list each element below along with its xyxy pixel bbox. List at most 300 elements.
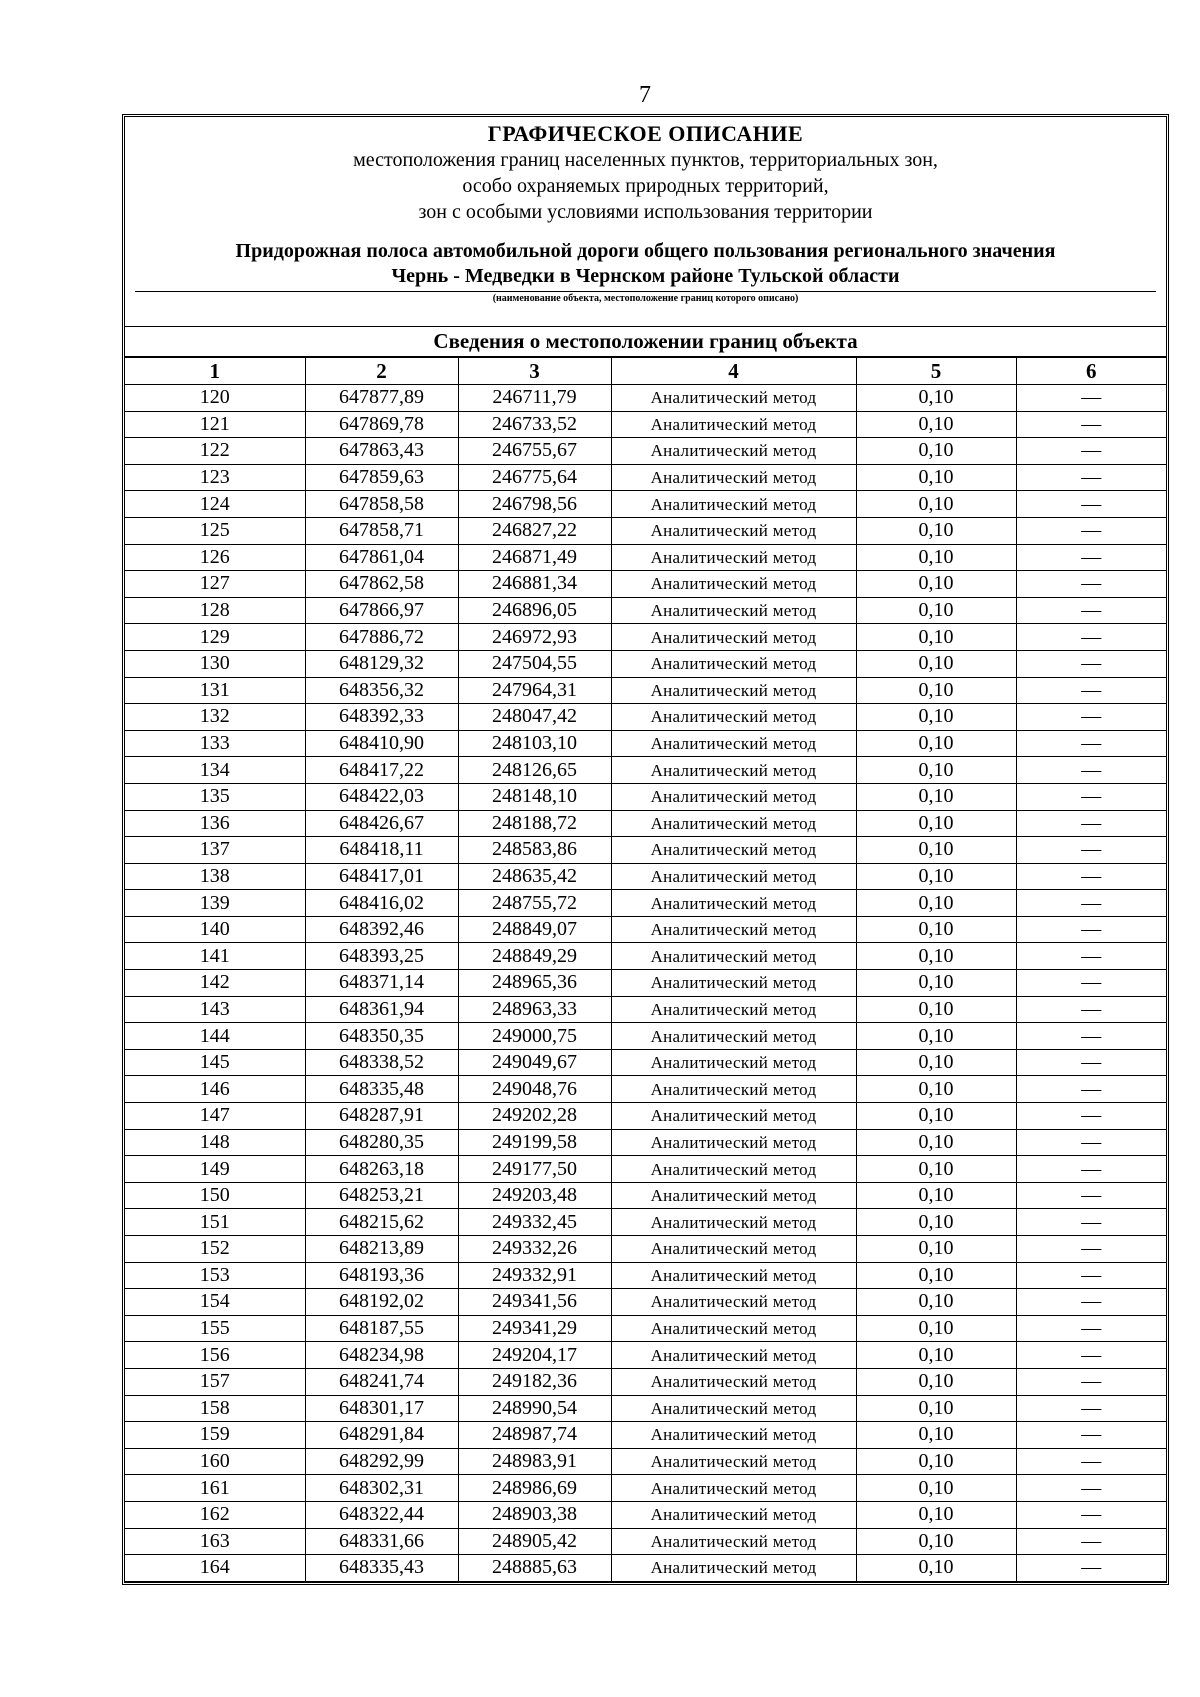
header-block	[125, 117, 1166, 326]
description-cell: —	[1016, 1528, 1166, 1555]
coordinate-y-cell: 248963,33	[458, 996, 611, 1023]
accuracy-cell: 0,10	[856, 704, 1016, 731]
point-number-cell: 136	[125, 810, 305, 837]
column-header-6: 6	[1016, 357, 1166, 385]
method-cell: Аналитический метод	[611, 837, 856, 864]
accuracy-cell: 0,10	[856, 730, 1016, 757]
coordinate-x-cell: 648280,35	[305, 1129, 458, 1156]
table-row	[125, 890, 1166, 917]
coordinate-x-cell: 648287,91	[305, 1103, 458, 1130]
method-cell: Аналитический метод	[611, 1182, 856, 1209]
point-number-cell: 125	[125, 517, 305, 544]
method-cell: Аналитический метод	[611, 544, 856, 571]
table-row	[125, 1076, 1166, 1103]
coordinate-y-cell: 247504,55	[458, 650, 611, 677]
description-cell: —	[1016, 1182, 1166, 1209]
description-cell: —	[1016, 597, 1166, 624]
method-cell: Аналитический метод	[611, 996, 856, 1023]
coordinate-x-cell: 648215,62	[305, 1209, 458, 1236]
accuracy-cell: 0,10	[856, 996, 1016, 1023]
accuracy-cell: 0,10	[856, 1182, 1016, 1209]
table-row	[125, 863, 1166, 890]
coordinate-x-cell: 648335,48	[305, 1076, 458, 1103]
table-row	[125, 1049, 1166, 1076]
description-cell: —	[1016, 1315, 1166, 1342]
accuracy-cell: 0,10	[856, 1023, 1016, 1050]
description-cell: —	[1016, 1049, 1166, 1076]
coordinate-x-cell: 648422,03	[305, 783, 458, 810]
coordinate-x-cell: 648416,02	[305, 890, 458, 917]
description-cell: —	[1016, 970, 1166, 997]
coordinate-y-cell: 249048,76	[458, 1076, 611, 1103]
coordinate-x-cell: 647858,71	[305, 517, 458, 544]
point-number-cell: 140	[125, 916, 305, 943]
subtitle-line: зон с особыми условиями использования территории	[418, 201, 873, 223]
coordinate-y-cell: 248755,72	[458, 890, 611, 917]
table-row	[125, 1555, 1166, 1582]
coordinate-x-cell: 648361,94	[305, 996, 458, 1023]
table-row	[125, 411, 1166, 438]
point-number-cell: 144	[125, 1023, 305, 1050]
table-row	[125, 1236, 1166, 1263]
coordinate-y-cell: 249332,26	[458, 1236, 611, 1263]
description-cell: —	[1016, 571, 1166, 598]
coordinate-y-cell: 248965,36	[458, 970, 611, 997]
method-cell: Аналитический метод	[611, 1236, 856, 1263]
method-cell: Аналитический метод	[611, 810, 856, 837]
method-cell: Аналитический метод	[611, 1368, 856, 1395]
table-row	[125, 1422, 1166, 1449]
coordinate-x-cell: 648241,74	[305, 1368, 458, 1395]
description-cell: —	[1016, 916, 1166, 943]
accuracy-cell: 0,10	[856, 1395, 1016, 1422]
table-row	[125, 1315, 1166, 1342]
method-cell: Аналитический метод	[611, 783, 856, 810]
description-cell: —	[1016, 1342, 1166, 1369]
point-number-cell: 164	[125, 1555, 305, 1582]
accuracy-cell: 0,10	[856, 597, 1016, 624]
method-cell: Аналитический метод	[611, 704, 856, 731]
object-name-line: Придорожная полоса автомобильной дороги общего пользования регионального значения	[235, 240, 1056, 262]
method-cell: Аналитический метод	[611, 916, 856, 943]
method-cell: Аналитический метод	[611, 943, 856, 970]
coordinate-x-cell: 648291,84	[305, 1422, 458, 1449]
coordinate-x-cell: 648392,33	[305, 704, 458, 731]
page-number: 7	[639, 82, 651, 108]
accuracy-cell: 0,10	[856, 1289, 1016, 1316]
accuracy-cell: 0,10	[856, 438, 1016, 465]
coordinate-y-cell: 248987,74	[458, 1422, 611, 1449]
description-cell: —	[1016, 1475, 1166, 1502]
description-cell: —	[1016, 544, 1166, 571]
coordinate-y-cell: 249182,36	[458, 1368, 611, 1395]
coordinate-y-cell: 248903,38	[458, 1501, 611, 1528]
method-cell: Аналитический метод	[611, 1395, 856, 1422]
accuracy-cell: 0,10	[856, 1528, 1016, 1555]
object-name	[135, 239, 1156, 289]
description-cell: —	[1016, 943, 1166, 970]
coordinate-x-cell: 648253,21	[305, 1182, 458, 1209]
table-body	[125, 385, 1166, 1582]
coordinate-y-cell: 246711,79	[458, 385, 611, 412]
coordinate-y-cell: 248188,72	[458, 810, 611, 837]
method-cell: Аналитический метод	[611, 1475, 856, 1502]
method-cell: Аналитический метод	[611, 1501, 856, 1528]
accuracy-cell: 0,10	[856, 916, 1016, 943]
description-cell: —	[1016, 1448, 1166, 1475]
coordinate-x-cell: 648335,43	[305, 1555, 458, 1582]
accuracy-cell: 0,10	[856, 571, 1016, 598]
table-row	[125, 1103, 1166, 1130]
coordinates-table	[125, 356, 1166, 1582]
coordinate-y-cell: 248986,69	[458, 1475, 611, 1502]
coordinate-y-cell: 246755,67	[458, 438, 611, 465]
object-caption: (наименование объекта, местоположение границ которого описано)	[492, 293, 799, 304]
accuracy-cell: 0,10	[856, 970, 1016, 997]
point-number-cell: 133	[125, 730, 305, 757]
point-number-cell: 146	[125, 1076, 305, 1103]
point-number-cell: 156	[125, 1342, 305, 1369]
table-row	[125, 544, 1166, 571]
description-cell: —	[1016, 385, 1166, 412]
accuracy-cell: 0,10	[856, 1129, 1016, 1156]
coordinate-y-cell: 246972,93	[458, 624, 611, 651]
method-cell: Аналитический метод	[611, 1555, 856, 1582]
method-cell: Аналитический метод	[611, 571, 856, 598]
table-row	[125, 624, 1166, 651]
coordinate-y-cell: 247964,31	[458, 677, 611, 704]
accuracy-cell: 0,10	[856, 491, 1016, 518]
description-cell: —	[1016, 1076, 1166, 1103]
point-number-cell: 129	[125, 624, 305, 651]
coordinate-x-cell: 648417,22	[305, 757, 458, 784]
coordinate-x-cell: 648292,99	[305, 1448, 458, 1475]
description-cell: —	[1016, 1368, 1166, 1395]
point-number-cell: 162	[125, 1501, 305, 1528]
table-row	[125, 385, 1166, 412]
coordinate-y-cell: 248849,29	[458, 943, 611, 970]
point-number-cell: 148	[125, 1129, 305, 1156]
description-cell: —	[1016, 1501, 1166, 1528]
description-cell: —	[1016, 1236, 1166, 1263]
table-row	[125, 1475, 1166, 1502]
coordinate-y-cell: 249341,56	[458, 1289, 611, 1316]
coordinate-x-cell: 648393,25	[305, 943, 458, 970]
point-number-cell: 155	[125, 1315, 305, 1342]
coordinate-y-cell: 246775,64	[458, 464, 611, 491]
description-cell: —	[1016, 1289, 1166, 1316]
accuracy-cell: 0,10	[856, 1448, 1016, 1475]
table-row	[125, 677, 1166, 704]
method-cell: Аналитический метод	[611, 438, 856, 465]
method-cell: Аналитический метод	[611, 411, 856, 438]
accuracy-cell: 0,10	[856, 1049, 1016, 1076]
method-cell: Аналитический метод	[611, 517, 856, 544]
method-cell: Аналитический метод	[611, 677, 856, 704]
point-number-cell: 158	[125, 1395, 305, 1422]
method-cell: Аналитический метод	[611, 1262, 856, 1289]
description-cell: —	[1016, 1103, 1166, 1130]
table-row	[125, 464, 1166, 491]
description-cell: —	[1016, 810, 1166, 837]
coordinate-y-cell: 246896,05	[458, 597, 611, 624]
coordinate-y-cell: 246733,52	[458, 411, 611, 438]
method-cell: Аналитический метод	[611, 1076, 856, 1103]
accuracy-cell: 0,10	[856, 810, 1016, 837]
accuracy-cell: 0,10	[856, 943, 1016, 970]
description-cell: —	[1016, 1209, 1166, 1236]
column-header-5: 5	[856, 357, 1016, 385]
coordinate-x-cell: 648417,01	[305, 863, 458, 890]
point-number-cell: 151	[125, 1209, 305, 1236]
table-row	[125, 943, 1166, 970]
coordinate-x-cell: 648234,98	[305, 1342, 458, 1369]
description-cell: —	[1016, 624, 1166, 651]
point-number-cell: 132	[125, 704, 305, 731]
accuracy-cell: 0,10	[856, 1315, 1016, 1342]
description-cell: —	[1016, 1555, 1166, 1582]
method-cell: Аналитический метод	[611, 730, 856, 757]
method-cell: Аналитический метод	[611, 970, 856, 997]
point-number-cell: 145	[125, 1049, 305, 1076]
method-cell: Аналитический метод	[611, 1209, 856, 1236]
point-number-cell: 130	[125, 650, 305, 677]
accuracy-cell: 0,10	[856, 890, 1016, 917]
description-cell: —	[1016, 996, 1166, 1023]
accuracy-cell: 0,10	[856, 1209, 1016, 1236]
point-number-cell: 163	[125, 1528, 305, 1555]
description-cell: —	[1016, 1023, 1166, 1050]
point-number-cell: 150	[125, 1182, 305, 1209]
accuracy-cell: 0,10	[856, 1342, 1016, 1369]
point-number-cell: 124	[125, 491, 305, 518]
method-cell: Аналитический метод	[611, 1049, 856, 1076]
method-cell: Аналитический метод	[611, 1528, 856, 1555]
document-title: ГРАФИЧЕСКОЕ ОПИСАНИЕ	[487, 121, 804, 146]
description-cell: —	[1016, 517, 1166, 544]
description-cell: —	[1016, 730, 1166, 757]
column-header-1: 1	[125, 357, 305, 385]
coordinate-x-cell: 648356,32	[305, 677, 458, 704]
method-cell: Аналитический метод	[611, 890, 856, 917]
table-row	[125, 730, 1166, 757]
point-number-cell: 122	[125, 438, 305, 465]
accuracy-cell: 0,10	[856, 411, 1016, 438]
description-cell: —	[1016, 1422, 1166, 1449]
coordinate-y-cell: 248849,07	[458, 916, 611, 943]
description-cell: —	[1016, 491, 1166, 518]
accuracy-cell: 0,10	[856, 1555, 1016, 1582]
method-cell: Аналитический метод	[611, 1023, 856, 1050]
table-row	[125, 1262, 1166, 1289]
accuracy-cell: 0,10	[856, 837, 1016, 864]
point-number-cell: 142	[125, 970, 305, 997]
coordinate-y-cell: 249199,58	[458, 1129, 611, 1156]
description-cell: —	[1016, 890, 1166, 917]
coordinate-y-cell: 248126,65	[458, 757, 611, 784]
subtitle-line: особо охраняемых природных территорий,	[462, 175, 829, 197]
description-cell: —	[1016, 783, 1166, 810]
coordinate-y-cell: 248583,86	[458, 837, 611, 864]
accuracy-cell: 0,10	[856, 517, 1016, 544]
accuracy-cell: 0,10	[856, 1422, 1016, 1449]
point-number-cell: 160	[125, 1448, 305, 1475]
description-cell: —	[1016, 438, 1166, 465]
table-row	[125, 783, 1166, 810]
method-cell: Аналитический метод	[611, 491, 856, 518]
method-cell: Аналитический метод	[611, 1289, 856, 1316]
coordinate-x-cell: 648410,90	[305, 730, 458, 757]
table-row	[125, 1182, 1166, 1209]
point-number-cell: 135	[125, 783, 305, 810]
coordinate-x-cell: 648350,35	[305, 1023, 458, 1050]
description-cell: —	[1016, 1129, 1166, 1156]
accuracy-cell: 0,10	[856, 1262, 1016, 1289]
accuracy-cell: 0,10	[856, 757, 1016, 784]
coordinate-y-cell: 248983,91	[458, 1448, 611, 1475]
coordinate-x-cell: 648187,55	[305, 1315, 458, 1342]
point-number-cell: 120	[125, 385, 305, 412]
coordinate-y-cell: 246827,22	[458, 517, 611, 544]
method-cell: Аналитический метод	[611, 1315, 856, 1342]
coordinate-x-cell: 647886,72	[305, 624, 458, 651]
table-row	[125, 916, 1166, 943]
description-cell: —	[1016, 1156, 1166, 1183]
accuracy-cell: 0,10	[856, 1076, 1016, 1103]
table-row	[125, 996, 1166, 1023]
coordinate-x-cell: 648129,32	[305, 650, 458, 677]
table-row	[125, 1209, 1166, 1236]
coordinate-y-cell: 249332,91	[458, 1262, 611, 1289]
description-cell: —	[1016, 464, 1166, 491]
coordinate-x-cell: 648322,44	[305, 1501, 458, 1528]
coordinate-y-cell: 248885,63	[458, 1555, 611, 1582]
accuracy-cell: 0,10	[856, 544, 1016, 571]
table-row	[125, 517, 1166, 544]
table-row	[125, 757, 1166, 784]
coordinate-x-cell: 647859,63	[305, 464, 458, 491]
accuracy-cell: 0,10	[856, 1156, 1016, 1183]
table-row	[125, 1342, 1166, 1369]
accuracy-cell: 0,10	[856, 1501, 1016, 1528]
point-number-cell: 126	[125, 544, 305, 571]
column-header-4: 4	[611, 357, 856, 385]
table-row	[125, 1156, 1166, 1183]
method-cell: Аналитический метод	[611, 1448, 856, 1475]
point-number-cell: 153	[125, 1262, 305, 1289]
point-number-cell: 137	[125, 837, 305, 864]
coordinate-y-cell: 248635,42	[458, 863, 611, 890]
coordinate-x-cell: 648418,11	[305, 837, 458, 864]
point-number-cell: 134	[125, 757, 305, 784]
table-row	[125, 1129, 1166, 1156]
coordinate-y-cell: 248905,42	[458, 1528, 611, 1555]
point-number-cell: 157	[125, 1368, 305, 1395]
description-cell: —	[1016, 1395, 1166, 1422]
point-number-cell: 131	[125, 677, 305, 704]
accuracy-cell: 0,10	[856, 624, 1016, 651]
description-cell: —	[1016, 863, 1166, 890]
table-row	[125, 837, 1166, 864]
point-number-cell: 152	[125, 1236, 305, 1263]
coordinate-y-cell: 246871,49	[458, 544, 611, 571]
point-number-cell: 121	[125, 411, 305, 438]
coordinate-x-cell: 648338,52	[305, 1049, 458, 1076]
table-row	[125, 1368, 1166, 1395]
table-row	[125, 1289, 1166, 1316]
point-number-cell: 154	[125, 1289, 305, 1316]
point-number-cell: 143	[125, 996, 305, 1023]
column-header-2: 2	[305, 357, 458, 385]
coordinate-x-cell: 648371,14	[305, 970, 458, 997]
coordinate-y-cell: 249203,48	[458, 1182, 611, 1209]
accuracy-cell: 0,10	[856, 863, 1016, 890]
point-number-cell: 147	[125, 1103, 305, 1130]
table-row	[125, 970, 1166, 997]
table-row	[125, 491, 1166, 518]
table-header-row	[125, 357, 1166, 385]
point-number-cell: 161	[125, 1475, 305, 1502]
coordinate-y-cell: 249177,50	[458, 1156, 611, 1183]
coordinate-y-cell: 248148,10	[458, 783, 611, 810]
point-number-cell: 149	[125, 1156, 305, 1183]
coordinate-y-cell: 249341,29	[458, 1315, 611, 1342]
point-number-cell: 138	[125, 863, 305, 890]
coordinate-y-cell: 249049,67	[458, 1049, 611, 1076]
coordinate-y-cell: 248047,42	[458, 704, 611, 731]
coordinate-x-cell: 648213,89	[305, 1236, 458, 1263]
accuracy-cell: 0,10	[856, 1475, 1016, 1502]
document-frame	[122, 114, 1169, 1585]
method-cell: Аналитический метод	[611, 1422, 856, 1449]
table-row	[125, 1023, 1166, 1050]
coordinate-y-cell: 249202,28	[458, 1103, 611, 1130]
section-title: Сведения о местоположении границ объекта	[125, 326, 1166, 356]
accuracy-cell: 0,10	[856, 1368, 1016, 1395]
method-cell: Аналитический метод	[611, 650, 856, 677]
coordinate-y-cell: 248990,54	[458, 1395, 611, 1422]
table-row	[125, 1501, 1166, 1528]
coordinate-y-cell: 249332,45	[458, 1209, 611, 1236]
point-number-cell: 139	[125, 890, 305, 917]
coordinate-x-cell: 648301,17	[305, 1395, 458, 1422]
method-cell: Аналитический метод	[611, 1342, 856, 1369]
coordinate-x-cell: 648302,31	[305, 1475, 458, 1502]
table-row	[125, 650, 1166, 677]
coordinate-x-cell: 647861,04	[305, 544, 458, 571]
description-cell: —	[1016, 677, 1166, 704]
accuracy-cell: 0,10	[856, 783, 1016, 810]
description-cell: —	[1016, 411, 1166, 438]
coordinate-x-cell: 647858,58	[305, 491, 458, 518]
accuracy-cell: 0,10	[856, 385, 1016, 412]
point-number-cell: 141	[125, 943, 305, 970]
coordinate-x-cell: 648426,67	[305, 810, 458, 837]
description-cell: —	[1016, 704, 1166, 731]
accuracy-cell: 0,10	[856, 1236, 1016, 1263]
table-row	[125, 810, 1166, 837]
point-number-cell: 123	[125, 464, 305, 491]
point-number-cell: 159	[125, 1422, 305, 1449]
coordinate-x-cell: 648392,46	[305, 916, 458, 943]
table-row	[125, 438, 1166, 465]
coordinate-y-cell: 246798,56	[458, 491, 611, 518]
column-header-3: 3	[458, 357, 611, 385]
method-cell: Аналитический метод	[611, 1156, 856, 1183]
coordinate-x-cell: 647863,43	[305, 438, 458, 465]
method-cell: Аналитический метод	[611, 597, 856, 624]
table-row	[125, 597, 1166, 624]
